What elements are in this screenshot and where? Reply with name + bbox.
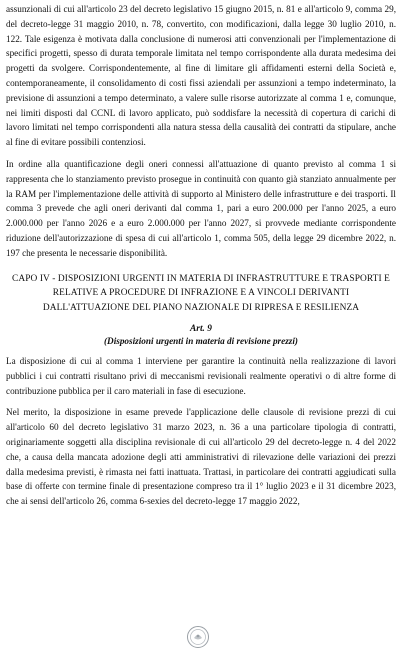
- seal-stamp-icon: [186, 625, 210, 649]
- chapter-heading-line-3: DALL'ATTUAZIONE DEL PIANO NAZIONALE DI RIPRESA E RESILIENZA: [42, 303, 360, 314]
- paragraph-merito: Nel merito, la disposizione in esame prevede l'applicazione delle clausole di revisione prezzi di cui all'articolo 60 del decreto legislativo 31 marzo 2023, n. 36 a una particolare tipologia di contratti, originariamente soggetti alla disciplina revisionale di cui all'articolo 29 del decreto-legge n. 4 del 2022 che, a causa della mancata adozione degli atti amministrativi di rilevazione delle variazioni dei prezzi dalla medesima previsti, è rimasta nei fatti inattuata. Trattasi, in particolare dei contratti aggiudicati sulla base di offerte con termine finale di presentazione compreso tra il 1° luglio 2023 e il 31 dicembre 2023, che ai sensi dell'articolo 26, comma 6-sexies del decreto-legge 17 maggio 2022,: [6, 407, 396, 507]
- paragraph-oneri: In ordine alla quantificazione degli oneri connessi all'attuazione di quanto previsto al comma 1 si rappresenta che lo stanziamento previsto prosegue in continuità con quanto già stanziato annualmente per la RAM per l'implementazione delle attività di supporto al Ministero delle infrastrutture e dei trasporti. Il comma 3 prevede che agli oneri derivanti dal comma 1, pari a euro 200.000 per l'anno 2025, a euro 2.000.000 per l'anno 2026 e a euro 2.000.000 per l'anno 2027, si provvede mediante corrispondente riduzione dell'autorizzazione di spesa di cui all'articolo 1, comma 505, della legge 29 dicembre 2022, n. 197 che presenta le necessarie disponibilità.: [6, 158, 396, 258]
- article-heading: [6, 323, 396, 347]
- chapter-heading-line-2: RELATIVE A PROCEDURE DI INFRAZIONE E A VINCOLI DERIVANTI: [52, 288, 350, 299]
- article-title: (Disposizioni urgenti in materia di revisione prezzi): [104, 335, 298, 346]
- paragraph-assunzioni: assunzionali di cui all'articolo 23 del decreto legislativo 15 giugno 2015, n. 81 e all'articolo 9, comma 29, del decreto-legge 31 maggio 2010, n. 78, convertito, con modificazioni, dalla legge 30 luglio 2010, n. 122. Tale esigenza è motivata dalla conclusione di numerosi atti convenzionali per l'implementazione di specifici progetti, spesso di durata temporale limitata nel tempo corrispondente alla durata medesima dei progetti da svolgere. Corrispondentemente, al fine di limitare gli affidamenti esterni della Società e, contemporaneamente, il consolidamento di costi fissi aziendali per assunzioni a tempo indeterminato, la previsione di assunzioni a tempo determinato, a valere sulle risorse autorizzate al comma 1 e, comunque, nei limiti disposti dal CCNL di lavoro applicato, può soddisfare la necessità di copertura di carichi di lavoro limitati nel tempo corrispondenti alla natura stessa della causalità dei contratti da stipulare, anche al fine di evitare possibili contenziosi.: [6, 4, 396, 148]
- chapter-heading-line-1: CAPO IV - DISPOSIZIONI URGENTI IN MATERIA DI INFRASTRUTTURE E TRASPORTI E: [11, 273, 390, 284]
- paragraph-disposizione: La disposizione di cui al comma 1 interviene per garantire la continuità nella realizzazione di lavori pubblici i cui contratti risultano privi di meccanismi revisionali realmente operativi o di altre forme di contribuzione pubblica per il caro materiali in fase di esecuzione.: [6, 355, 396, 396]
- article-number: Art. 9: [190, 323, 212, 334]
- chapter-heading: [6, 272, 396, 316]
